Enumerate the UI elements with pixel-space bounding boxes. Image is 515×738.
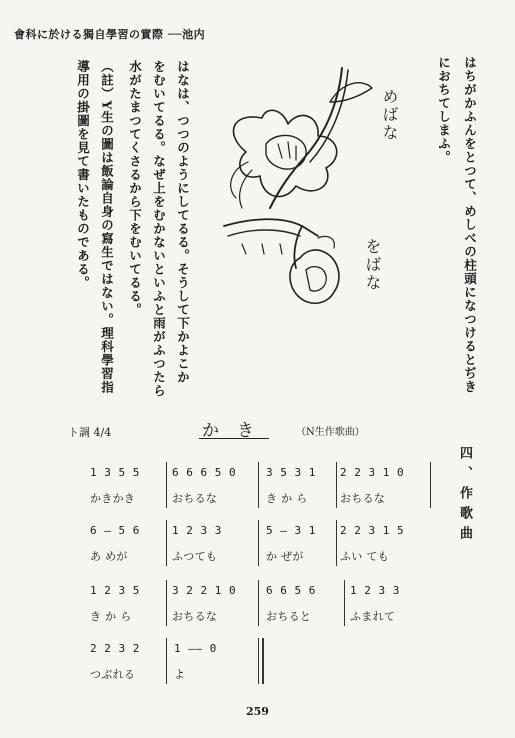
score-lyrics: ふつても <box>172 550 218 563</box>
bar-line <box>166 462 167 508</box>
body-text-column-4: をむいてるる。なぜ上をむかないといふと雨がふつたら <box>151 60 167 398</box>
male-flower-label: をばな <box>363 238 382 292</box>
bar-line <box>166 520 167 566</box>
bar-line <box>336 520 337 566</box>
bar-line <box>430 462 431 508</box>
score-lyrics: ふい ても <box>340 550 389 563</box>
body-text-column-2: におちてしまふ。 <box>436 56 452 164</box>
bar-line <box>166 638 167 684</box>
section-title: 四、作歌曲 <box>457 446 472 546</box>
score-lyrics: つぶれる <box>90 668 136 681</box>
flower-stem <box>270 68 342 208</box>
page-number: 259 <box>246 705 269 718</box>
score-lyrics: ふまれて <box>350 610 396 623</box>
footnote-column-1: （註）Y生の圖は飯論自身の寫生ではない。理科學習指 <box>99 60 115 394</box>
score-notes: 1 2 3 3 <box>350 584 400 597</box>
score-lyrics: おちるな <box>340 492 386 505</box>
score-lyrics: おちるな <box>172 492 218 505</box>
bar-line <box>258 520 259 566</box>
song-title: かき <box>202 421 272 441</box>
running-header: 會科に於ける獨自學習の實際 ──池内 <box>14 28 206 41</box>
score-lyrics: おちると <box>266 610 312 623</box>
song-title-underline <box>199 438 269 439</box>
score-notes: 6 — 5 6 <box>90 524 140 537</box>
bar-line <box>336 462 337 508</box>
score-notes: 1 2 3 3 <box>172 524 222 537</box>
bar-line <box>166 580 167 626</box>
score-notes: 3 5 3 1 <box>266 466 316 479</box>
score-lyrics: か ぜが <box>266 550 304 563</box>
footnote-column-2: 導用の掛圖を見て書いたものである。 <box>75 60 91 290</box>
score-notes: 5 — 3 1 <box>266 524 316 537</box>
score-notes: 6 6 6 5 0 <box>172 466 237 479</box>
song-composer: （N生作歌曲） <box>296 427 365 438</box>
final-bar-line <box>262 638 264 684</box>
score-notes: 1 2 3 5 <box>90 584 140 597</box>
body-text-column-5: 水がたまつてくさるから下をむいてるる。 <box>127 60 143 317</box>
score-notes: 1 —— 0 <box>174 642 217 655</box>
score-lyrics: あ めが <box>90 550 128 563</box>
female-flower <box>231 110 337 208</box>
score-lyrics: き か ら <box>266 492 308 505</box>
score-lyrics: き か ら <box>90 610 132 623</box>
bar-line <box>344 580 345 626</box>
score-notes: 2 2 3 1 0 <box>340 466 405 479</box>
female-flower-label: めばな <box>380 88 399 142</box>
bar-line <box>258 462 259 508</box>
body-text-column-3: はなは、つつのようにしてるる。そうして下かよこか <box>175 60 191 384</box>
score-lyrics: おちるな <box>172 610 218 623</box>
male-flower <box>224 219 339 303</box>
score-notes: 6 6 5 6 <box>266 584 316 597</box>
score-notes: 3 2 2 1 0 <box>172 584 237 597</box>
flower-illustration <box>222 58 450 326</box>
body-text-column-1: はちがかふんをとつて、めしべの柱頭になつけるとぢき <box>462 56 478 394</box>
score-notes: 2 2 3 2 <box>90 642 140 655</box>
score-notes: 1 3 5 5 <box>90 466 140 479</box>
score-lyrics: よ <box>174 668 186 681</box>
song-key-signature: ト調 4/4 <box>68 426 112 439</box>
final-bar-line <box>258 638 259 684</box>
score-lyrics: かきかき <box>90 492 136 505</box>
bar-line <box>258 580 259 626</box>
score-notes: 2 2 3 1 5 <box>340 524 405 537</box>
